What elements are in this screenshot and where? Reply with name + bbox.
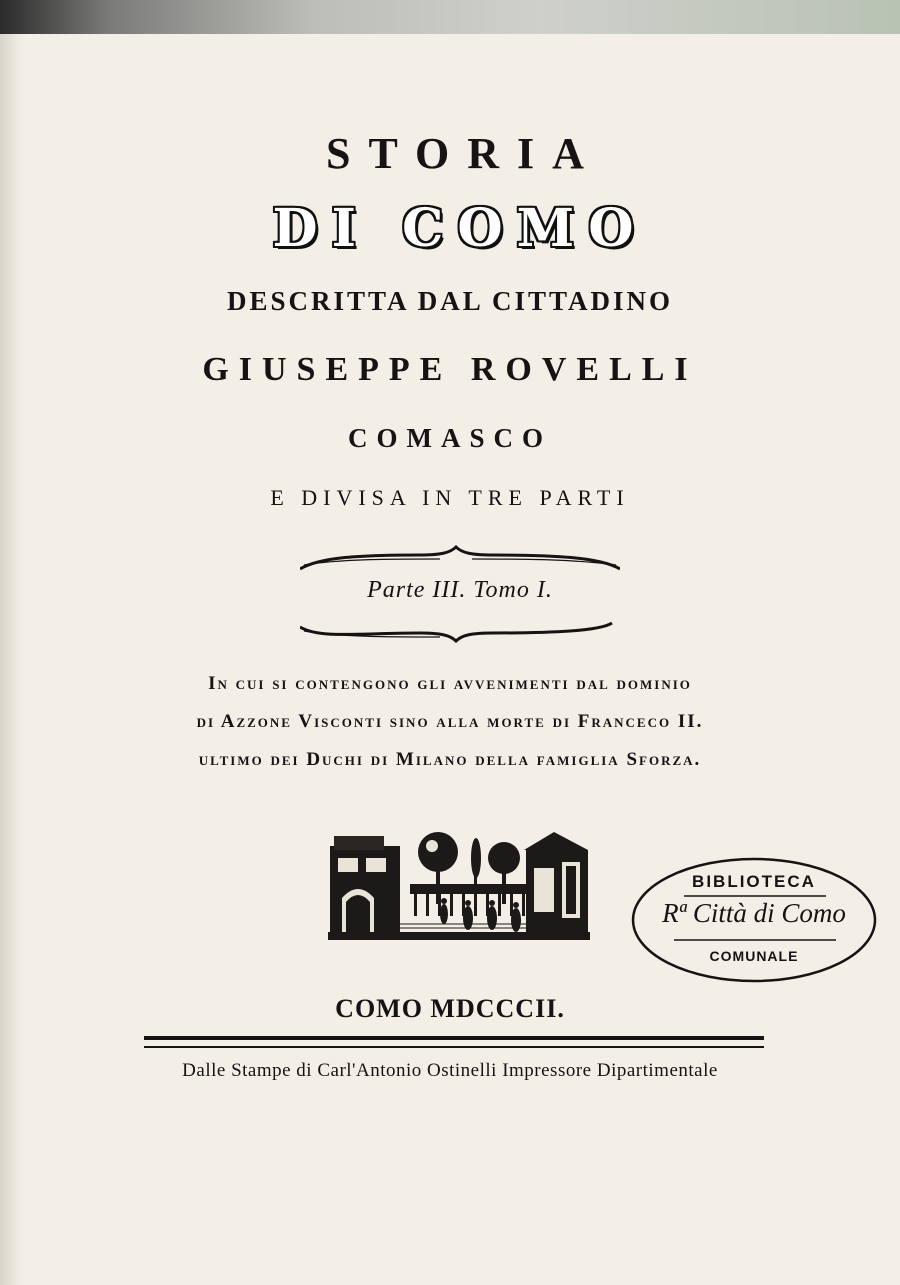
division-note: E DIVISA IN TRE PARTI <box>270 485 630 510</box>
title-line-descritta: DESCRITTA DAL CITTADINO <box>226 286 674 316</box>
author-origin: COMASCO <box>348 423 552 453</box>
description-line-1: In cui si contengono gli avvenimenti dal dominio <box>208 673 692 694</box>
double-rule-thin <box>144 1046 764 1048</box>
stamp-bottom-text: COMUNALE <box>709 948 799 964</box>
volume-cartouche <box>300 543 620 643</box>
author-name: GIUSEPPE ROVELLI <box>202 351 698 388</box>
double-rule-thick <box>144 1036 764 1040</box>
title-line-storia: STORIA <box>326 129 602 178</box>
woodcut-vignette <box>328 828 590 942</box>
stamp-handwriting: Rª Città di Como <box>662 898 846 928</box>
printer-line: Dalle Stampe di Carl'Antonio Ostinelli Impressore Dipartimentale <box>182 1060 718 1081</box>
description-line-3: ultimo dei Duchi di Milano della famiglia Sforza. <box>198 749 702 770</box>
volume-label: Parte III. Tomo I. <box>367 577 553 603</box>
title-line-di-como: DI COMO <box>272 198 648 259</box>
title-page <box>0 28 900 1285</box>
library-stamp <box>630 856 878 984</box>
imprint-place-date: COMO MDCCCII. <box>335 994 565 1023</box>
stamp-top-text: BIBLIOTECA <box>692 872 816 891</box>
description-line-2: di Azzone Visconti sino alla morte di Franceco II. <box>196 711 704 732</box>
